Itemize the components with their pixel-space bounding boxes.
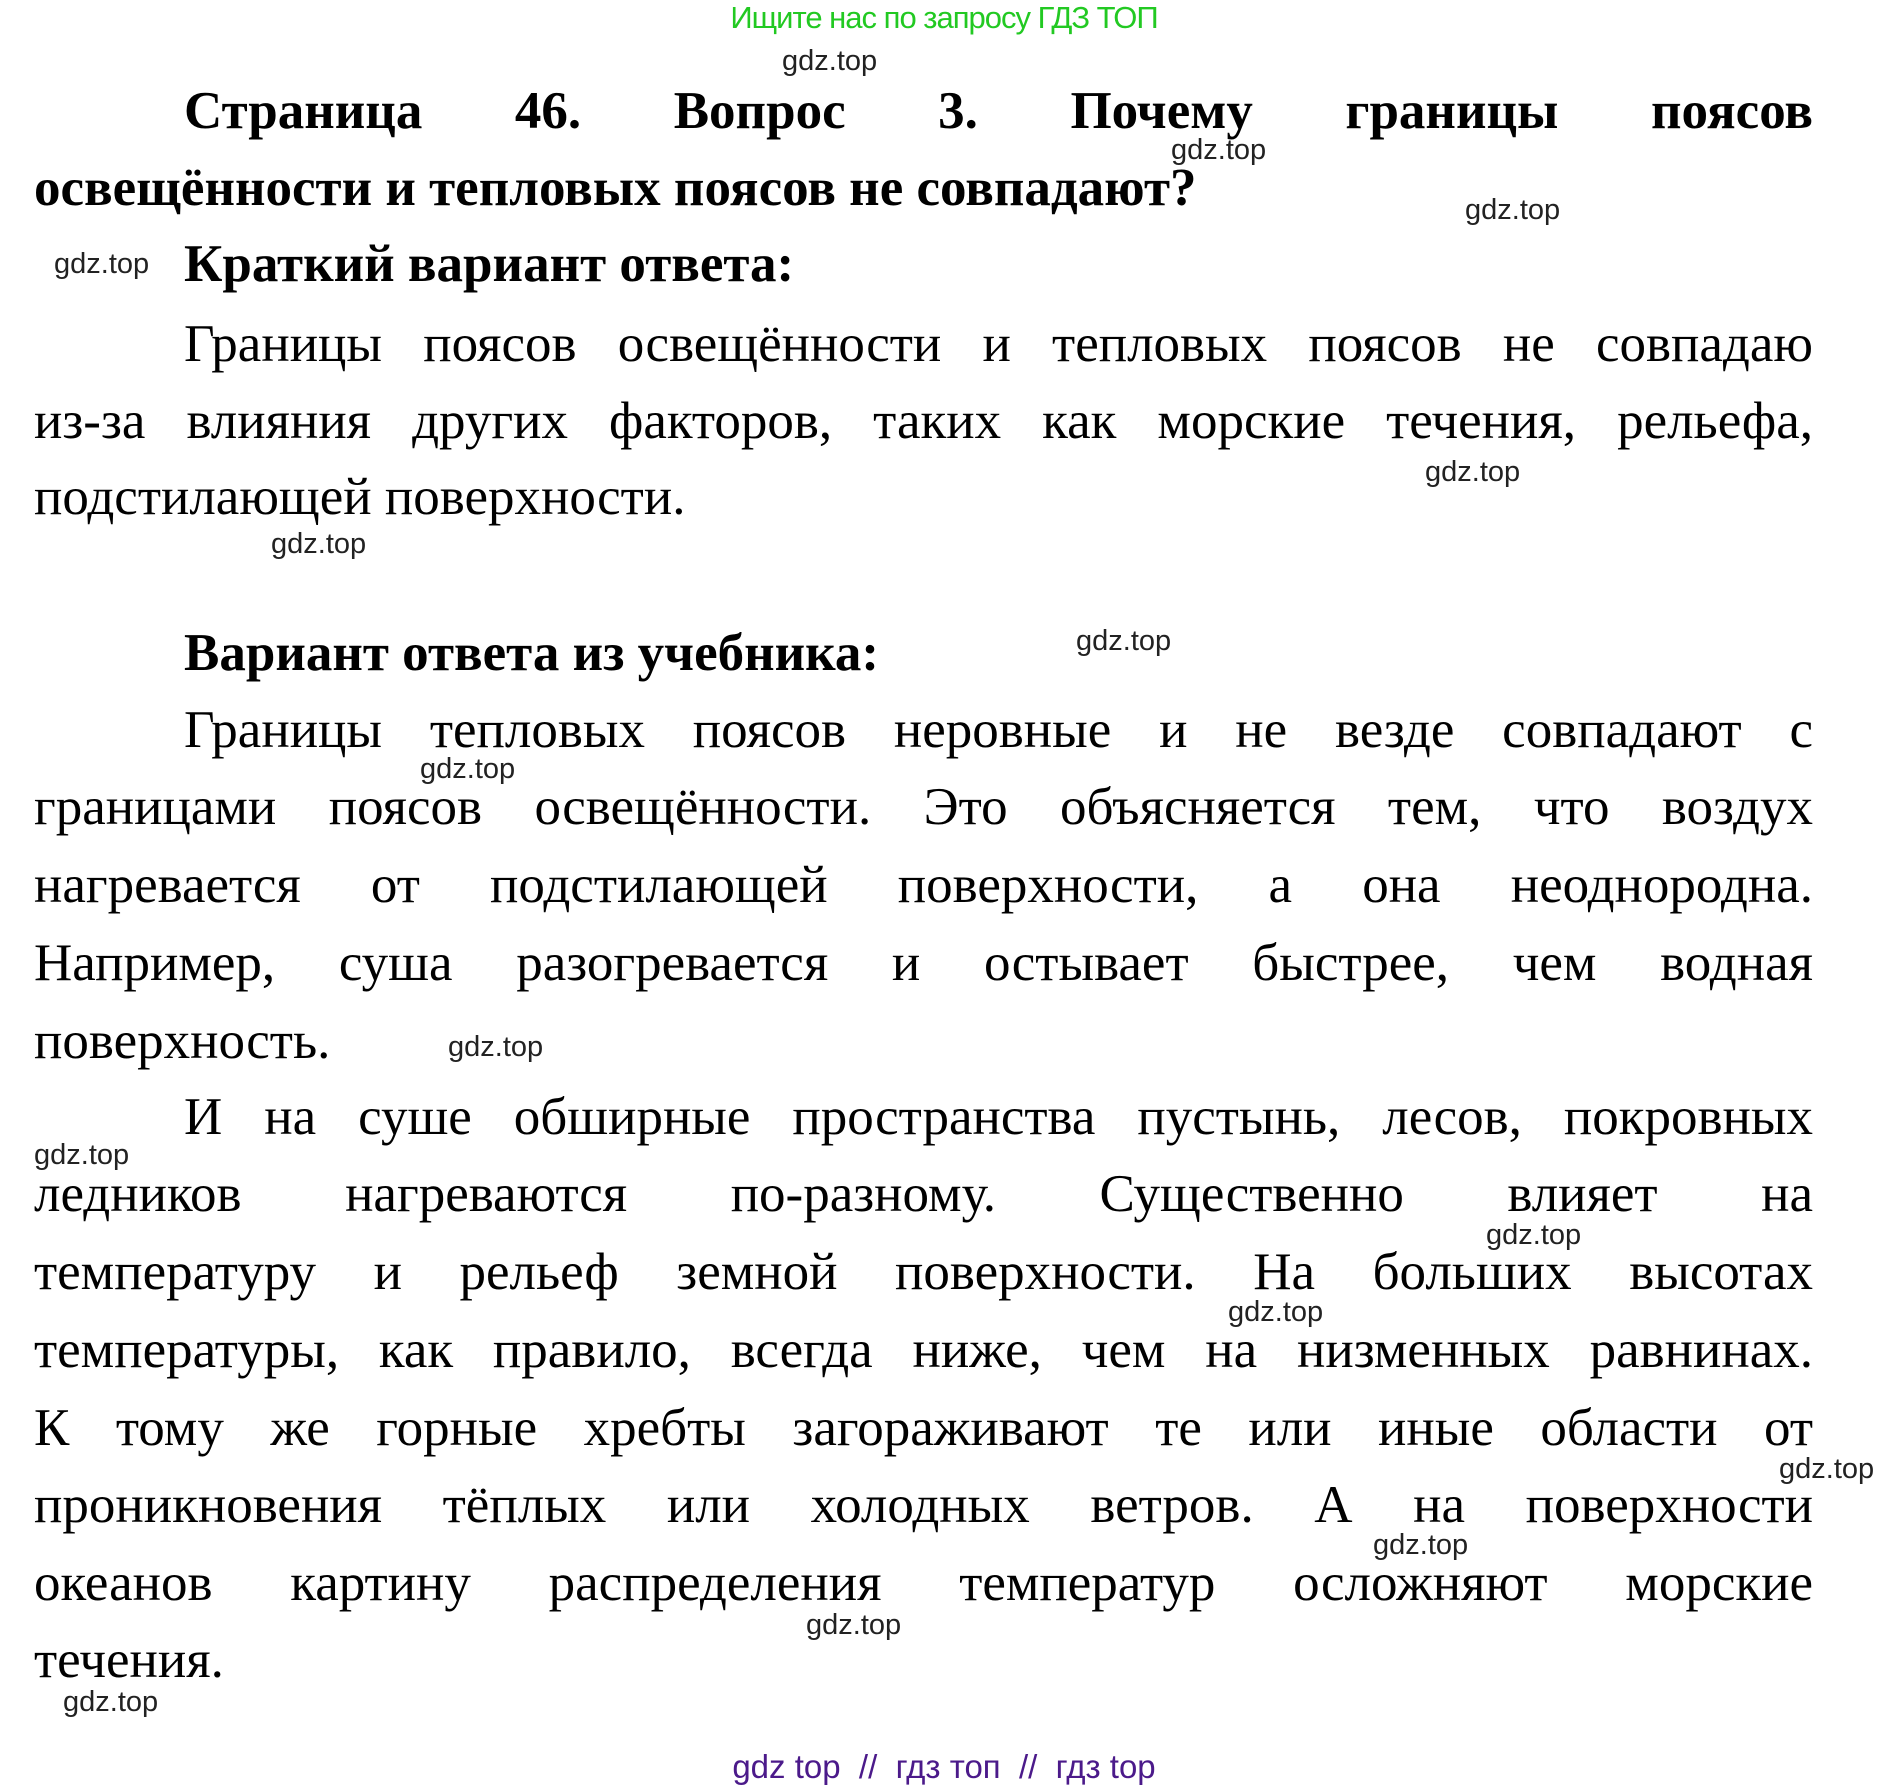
short-answer-heading: Краткий вариант ответа: (184, 235, 795, 293)
textbook-paragraph-line: Границы тепловых поясов неровные и не везде совпадают с (184, 701, 1813, 759)
watermark: gdz.top (806, 1609, 902, 1641)
textbook-paragraph-line: течения. (34, 1631, 224, 1689)
watermark: gdz.top (1228, 1296, 1324, 1328)
question-title-line-1: Страница 46. Вопрос 3. Почему границы поясов (184, 82, 1813, 140)
watermark: gdz.top (54, 248, 150, 280)
textbook-paragraph-line: поверхность. (34, 1012, 331, 1070)
textbook-paragraph-line: Например, суша разогревается и остывает быстрее, чем водная (34, 934, 1813, 992)
watermark: gdz.top (1486, 1219, 1582, 1251)
textbook-paragraph-line: океанов картину распределения температур осложняют морские (34, 1554, 1813, 1612)
textbook-paragraph-line: температуру и рельеф земной поверхности. На больших высотах (34, 1243, 1813, 1301)
watermark: gdz.top (34, 1139, 130, 1171)
watermark: gdz.top (271, 528, 367, 560)
watermark: gdz.top (448, 1031, 544, 1063)
question-title-line-2: освещённости и тепловых поясов не совпадают? (34, 159, 1197, 217)
watermark: gdz.top (1465, 194, 1561, 226)
textbook-paragraph-line: нагревается от подстилающей поверхности, а она неоднородна. (34, 856, 1813, 914)
watermark: gdz.top (420, 753, 516, 785)
textbook-paragraph-line: границами поясов освещённости. Это объясняется тем, что воздух (34, 778, 1813, 836)
watermark: gdz.top (782, 45, 878, 77)
footer-watermark: gdz top // гдз топ // гдз top (732, 1748, 1156, 1785)
watermark: gdz.top (1076, 625, 1172, 657)
short-answer-line: из-за влияния других факторов, таких как морские течения, рельефа, (34, 392, 1813, 450)
textbook-paragraph-line: К тому же горные хребты загораживают те или иные области от (34, 1399, 1813, 1457)
watermark: gdz.top (1425, 456, 1521, 488)
textbook-paragraph-line: проникновения тёплых или холодных ветров. А на поверхности (34, 1476, 1813, 1534)
short-answer-line: Границы поясов освещённости и тепловых поясов не совпадаю (184, 315, 1813, 373)
watermark: gdz.top (1373, 1529, 1469, 1561)
textbook-paragraph-line: температуры, как правило, всегда ниже, чем на низменных равнинах. (34, 1321, 1813, 1379)
textbook-paragraph-line: ледников нагреваются по-разному. Существенно влияет на (34, 1165, 1813, 1223)
watermark: gdz.top (1779, 1453, 1875, 1485)
watermark: gdz.top (63, 1686, 159, 1718)
short-answer-line: подстилающей поверхности. (34, 468, 686, 526)
watermark: gdz.top (1171, 134, 1267, 166)
textbook-paragraph-line: И на суше обширные пространства пустынь, лесов, покровных (184, 1088, 1813, 1146)
search-banner: Ищите нас по запросу ГДЗ ТОП (730, 0, 1158, 35)
textbook-answer-heading: Вариант ответа из учебника: (184, 624, 880, 682)
